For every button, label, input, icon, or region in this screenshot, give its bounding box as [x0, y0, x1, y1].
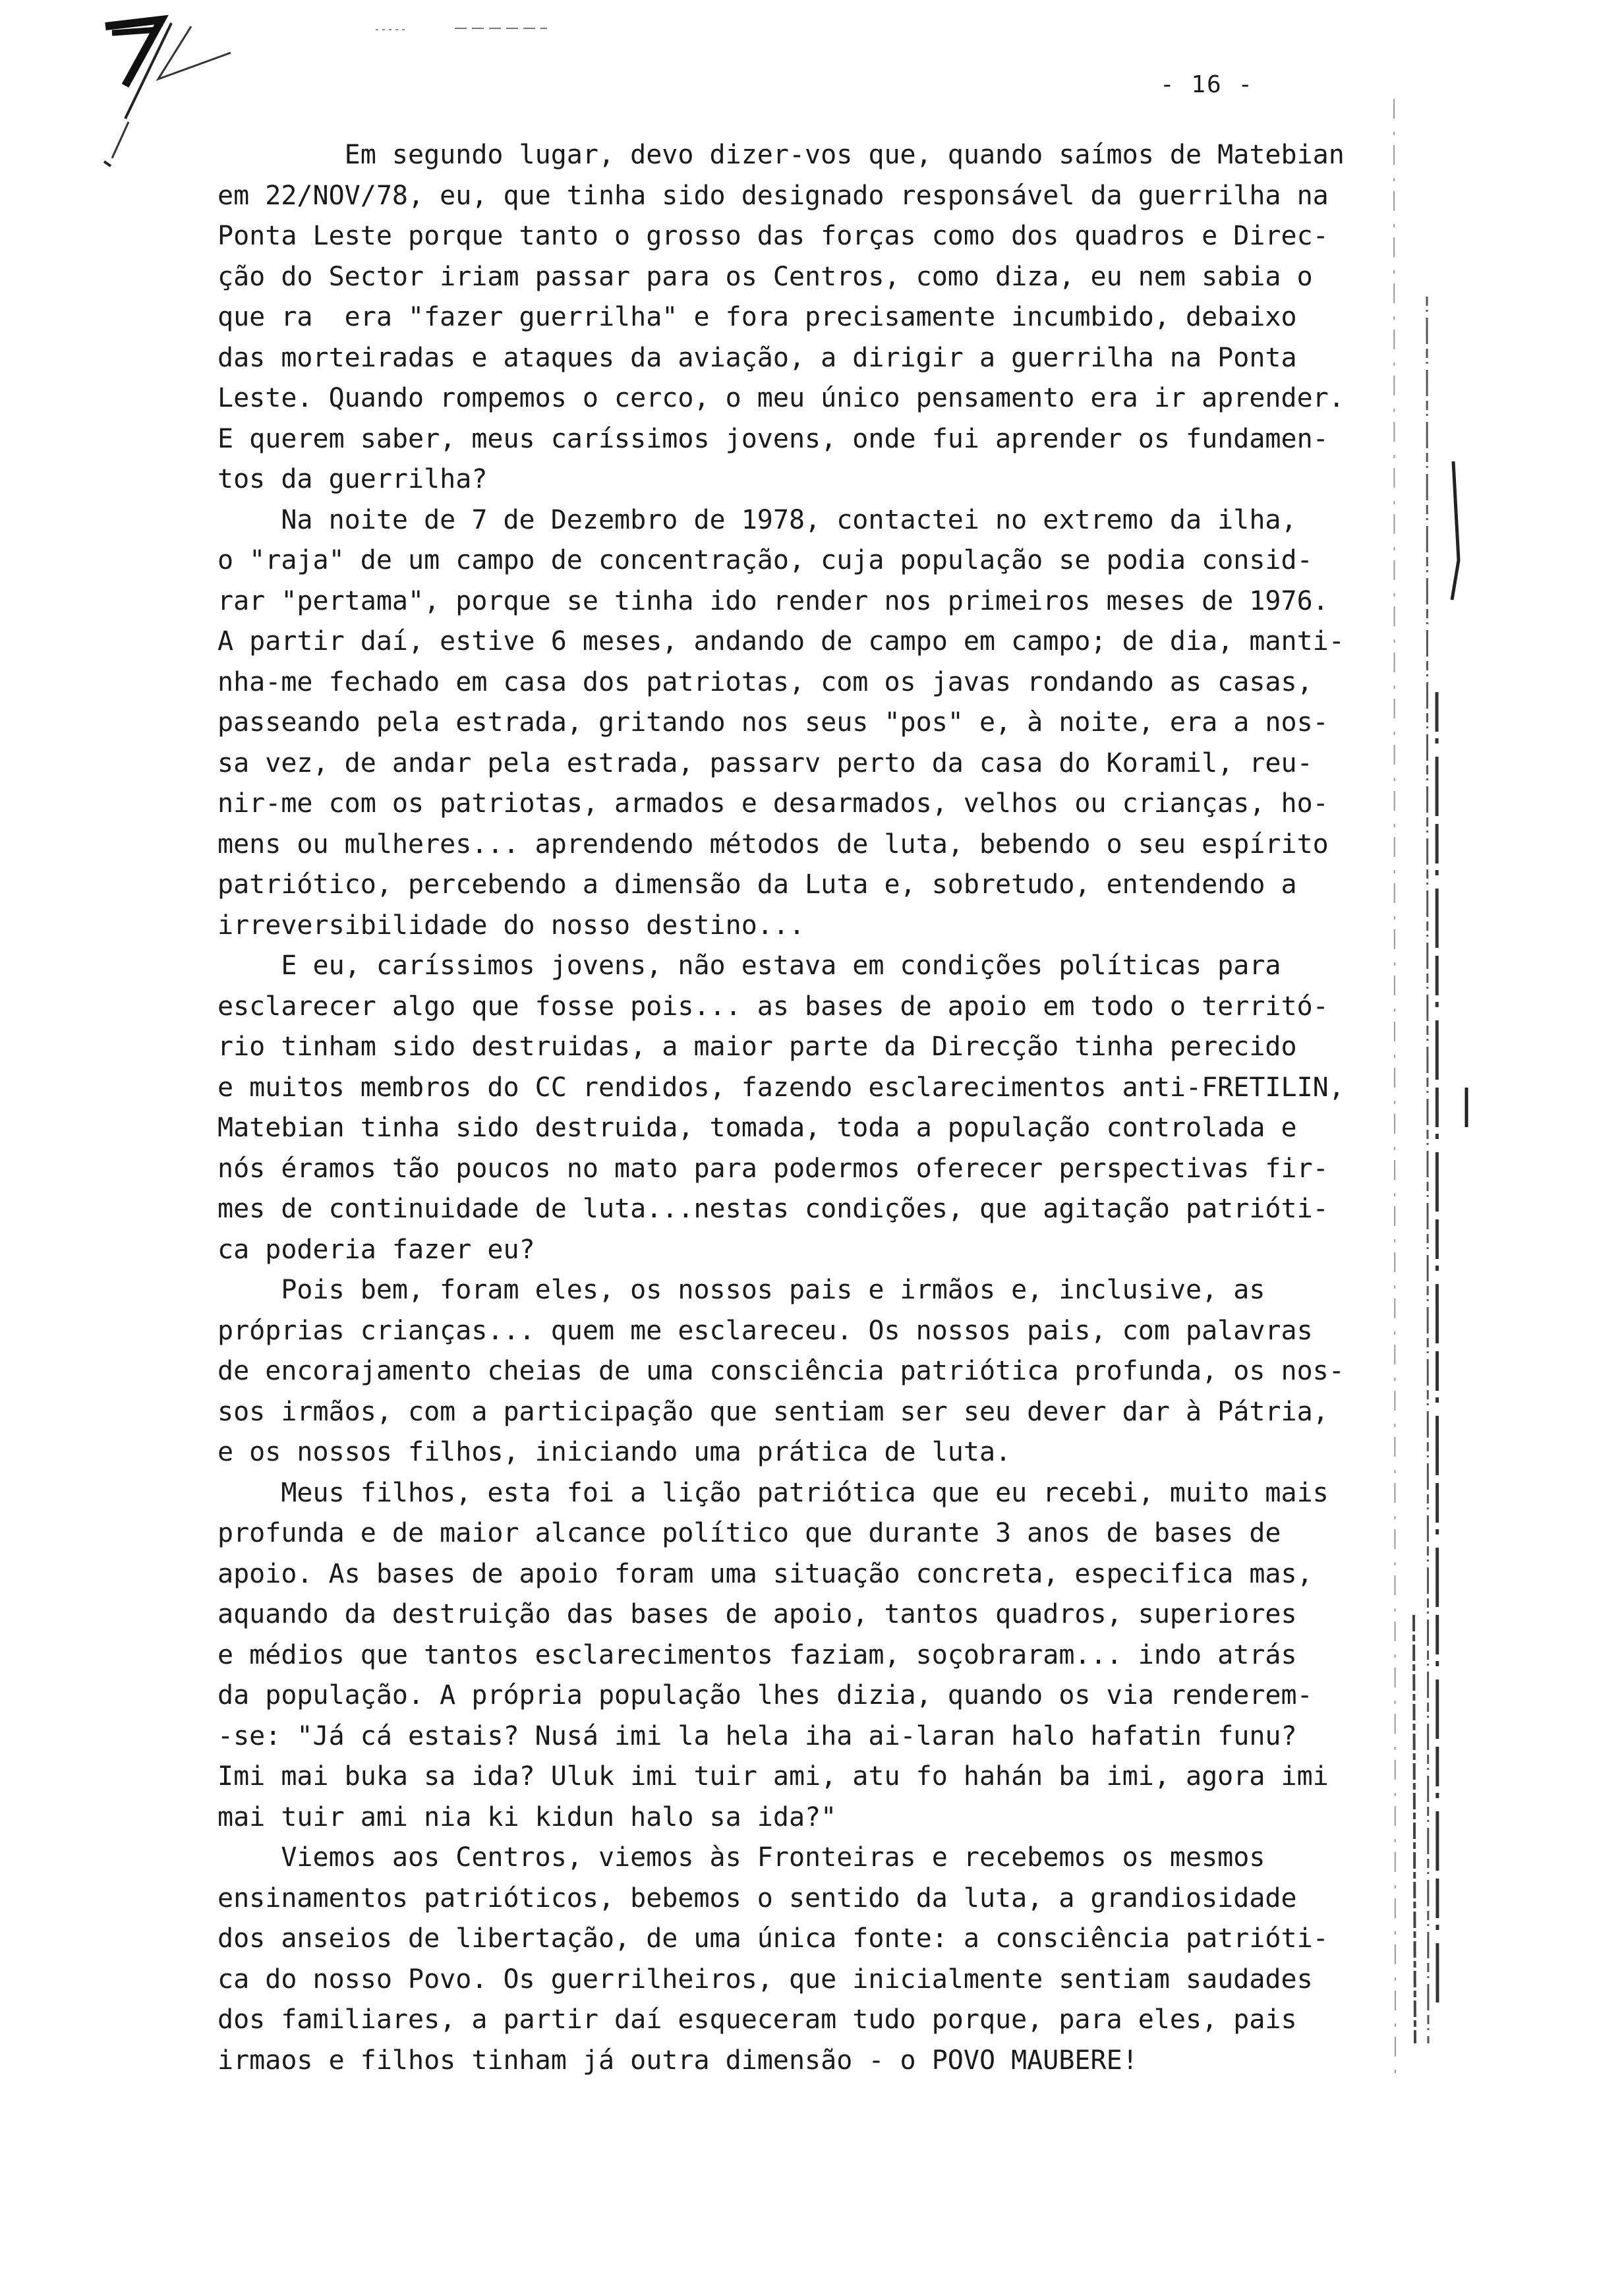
text-line: próprias crianças... quem me esclareceu. Os nossos pais, com palavras [218, 1315, 1313, 1346]
text-line: Viemos aos Centros, viemos às Fronteiras e recebemos os mesmos [218, 1842, 1265, 1873]
text-line: Em segundo lugar, devo dizer-vos que, quando saímos de Matebian [218, 140, 1345, 170]
text-line: Leste. Quando rompemos o cerco, o meu único pensamento era ir aprender. [218, 383, 1345, 413]
text-line: Na noite de 7 de Dezembro de 1978, contactei no extremo da ilha, [218, 504, 1297, 535]
text-line: mai tuir ami nia ki kidun halo sa ida?" [218, 1801, 837, 1832]
text-line: rio tinham sido destruidas, a maior parte da Direcção tinha perecido [218, 1032, 1297, 1062]
text-line: nir-me com os patriotas, armados e desarmados, velhos ou crianças, ho- [218, 788, 1329, 819]
text-line: profunda e de maior alcance político que durante 3 anos de bases de [218, 1518, 1281, 1548]
text-line: das morteiradas e ataques da aviação, a dirigir a guerrilha na Ponta [218, 342, 1297, 373]
text-line: Ponta Leste porque tanto o grosso das forças como dos quadros e Direc- [218, 221, 1329, 251]
text-line: ca do nosso Povo. Os guerrilheiros, que inicialmente sentiam saudades [218, 1964, 1313, 1995]
text-line: e os nossos filhos, iniciando uma prática de luta. [218, 1437, 1012, 1467]
text-line: E eu, caríssimos jovens, não estava em condições políticas para [218, 950, 1281, 981]
text-line: patriótico, percebendo a dimensão da Luta e, sobretudo, entendendo a [218, 869, 1297, 900]
text-line: que ra era "fazer guerrilha" e fora precisamente incumbido, debaixo [218, 302, 1297, 332]
text-line: e médios que tantos esclarecimentos faziam, soçobraram... indo atrás [218, 1639, 1297, 1670]
text-line: passeando pela estrada, gritando nos seus "pos" e, à noite, era a nos- [218, 707, 1329, 738]
text-line: Matebian tinha sido destruida, tomada, toda a população controlada e [218, 1113, 1297, 1143]
text-line: -se: "Já cá estais? Nusá imi la hela iha ai-laran halo hafatin funu? [218, 1720, 1297, 1751]
text-line: da população. A própria população lhes dizia, quando os via renderem- [218, 1680, 1313, 1710]
text-line: Imi mai buka sa ida? Uluk imi tuir ami, atu fo hahán ba imi, agora imi [218, 1761, 1329, 1792]
text-line: mes de continuidade de luta...nestas condições, que agitação patrióti- [218, 1194, 1329, 1224]
text-line: tos da guerrilha? [218, 464, 488, 494]
text-line: nha-me fechado em casa dos patriotas, com os javas rondando as casas, [218, 666, 1313, 697]
text-line: nós éramos tão poucos no mato para podermos oferecer perspectivas fir- [218, 1153, 1329, 1184]
text-line: ensinamentos patrióticos, bebemos o sentido da luta, a grandiosidade [218, 1883, 1297, 1913]
text-line: irmaos e filhos tinham já outra dimensão - o POVO MAUBERE! [218, 2045, 1138, 2076]
text-line: esclarecer algo que fosse pois... as bases de apoio em todo o territó- [218, 991, 1329, 1022]
text-line: o "raja" de um campo de concentração, cuja população se podia consid- [218, 545, 1313, 575]
text-line: E querem saber, meus caríssimos jovens, onde fui aprender os fundamen- [218, 423, 1329, 454]
page-number: - 16 - [1160, 71, 1254, 98]
text-line: em 22/NOV/78, eu, que tinha sido designado responsável da guerrilha na [218, 180, 1329, 211]
text-line: A partir daí, estive 6 meses, andando de campo em campo; de dia, manti- [218, 626, 1345, 657]
text-line: Pois bem, foram eles, os nossos pais e irmãos e, inclusive, as [218, 1275, 1265, 1305]
top-dashes [369, 16, 567, 43]
text-line: aquando da destruição das bases de apoio, tantos quadros, superiores [218, 1599, 1297, 1629]
text-line: ca poderia fazer eu? [218, 1234, 535, 1265]
text-line: de encorajamento cheias de uma consciência patriótica profunda, os nos- [218, 1356, 1345, 1386]
text-line: sa vez, de andar pela estrada, passarv perto da casa do Koramil, reu- [218, 747, 1313, 778]
text-line: ção do Sector iriam passar para os Centros, como diza, eu nem sabia o [218, 261, 1313, 292]
text-line: e muitos membros do CC rendidos, fazendo esclarecimentos anti-FRETILIN, [218, 1072, 1345, 1103]
text-line: dos anseios de libertação, de uma única fonte: a consciência patrióti- [218, 1923, 1329, 1954]
text-line: sos irmãos, com a participação que sentiam ser seu dever dar à Pátria, [218, 1396, 1329, 1427]
text-line: apoio. As bases de apoio foram uma situação concreta, especifica mas, [218, 1558, 1313, 1589]
text-line: irreversibilidade do nosso destino... [218, 910, 805, 941]
text-line: mens ou mulheres... aprendendo métodos de luta, bebendo o seu espírito [218, 829, 1329, 860]
text-line: dos familiares, a partir daí esqueceram tudo porque, para eles, pais [218, 2004, 1297, 2035]
text-line: Meus filhos, esta foi a lição patriótica que eu recebi, muito mais [218, 1477, 1329, 1508]
text-line: rar "pertama", porque se tinha ido render nos primeiros meses de 1976. [218, 585, 1329, 616]
scan-edge-artifacts [1387, 99, 1473, 2076]
body-text [218, 135, 1397, 2081]
